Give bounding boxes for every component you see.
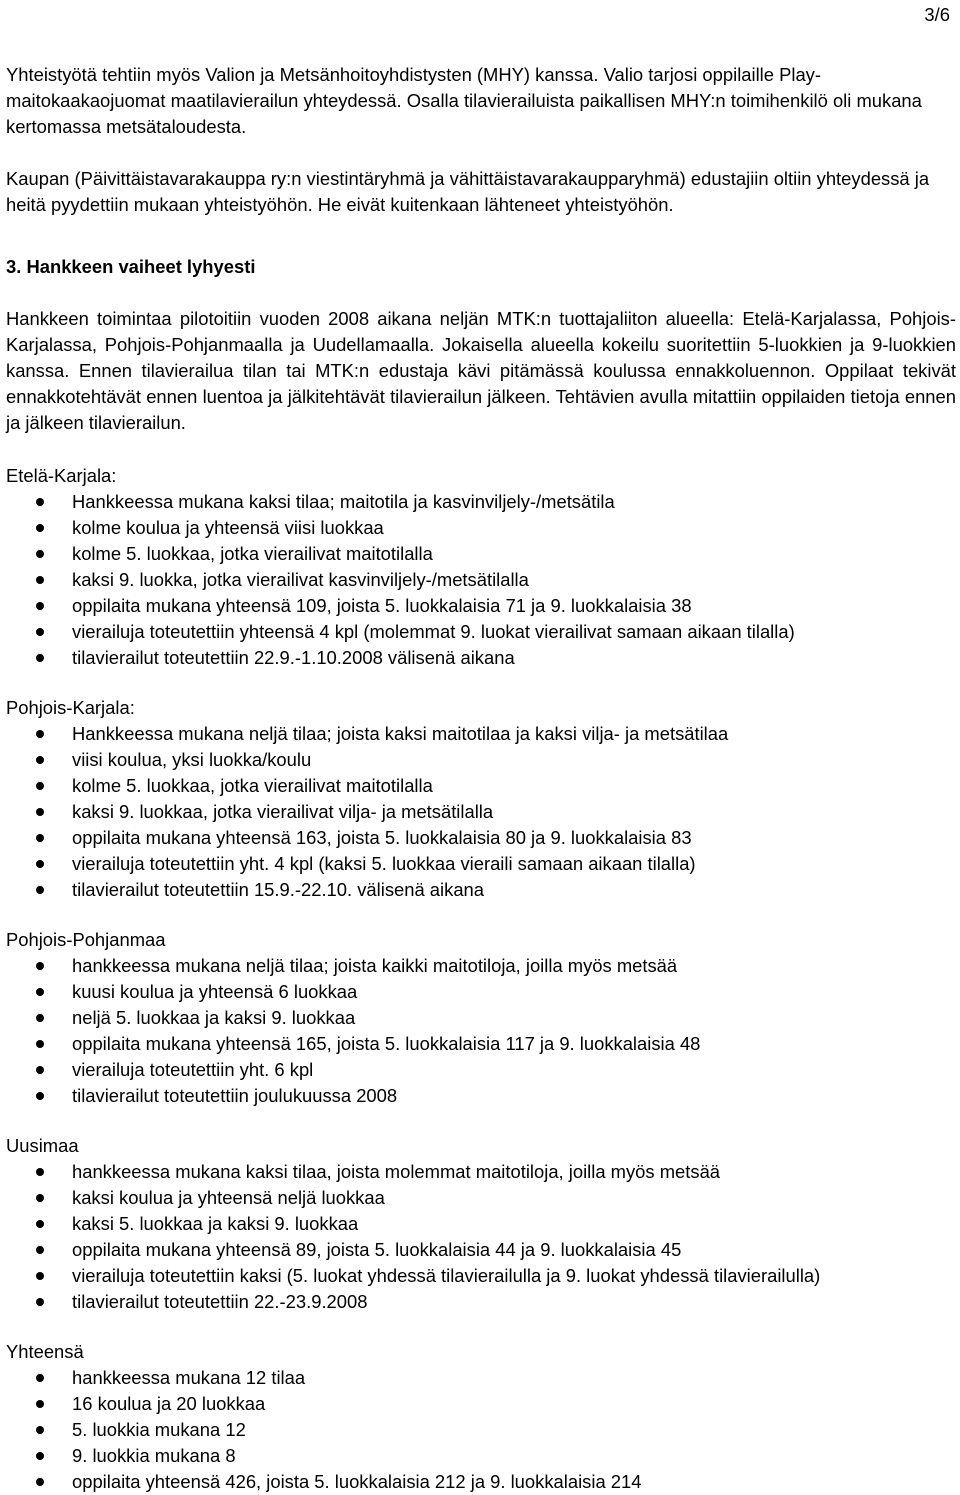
list-item-text: kolme koulua ja yhteensä viisi luokkaa	[72, 517, 384, 538]
bullet-icon	[36, 730, 44, 738]
list-item-text: oppilaita mukana yhteensä 109, joista 5. luokkalaisia 71 ja 9. luokkalaisia 38	[72, 595, 692, 616]
list-item	[6, 747, 956, 773]
bullet-icon	[36, 1220, 44, 1228]
bullet-icon	[36, 1298, 44, 1306]
document-body	[6, 62, 956, 1495]
list-item	[6, 1159, 956, 1185]
list-item-text: 16 koulua ja 20 luokkaa	[72, 1393, 266, 1414]
list-item	[6, 877, 956, 903]
bullet-icon	[36, 498, 44, 506]
list-item-text: 5. luokkia mukana 12	[72, 1419, 246, 1440]
bullet-icon	[36, 524, 44, 532]
list-item	[6, 1391, 956, 1417]
bullet-icon	[36, 860, 44, 868]
list-item	[6, 1005, 956, 1031]
list-item-text: oppilaita mukana yhteensä 163, joista 5. luokkalaisia 80 ja 9. luokkalaisia 83	[72, 827, 692, 848]
list-item-text: vierailuja toteutettiin kaksi (5. luokat yhdessä tilavierailulla ja 9. luokat yhdessä tilavierailulla)	[72, 1265, 821, 1286]
list-item-text: tilavierailut toteutettiin 15.9.-22.10. välisenä aikana	[72, 879, 485, 900]
list-item	[6, 489, 956, 515]
list-item-text: kaksi 9. luokkaa, jotka vierailivat vilja- ja metsätilalla	[72, 801, 494, 822]
bullet-icon	[36, 834, 44, 842]
list-item	[6, 851, 956, 877]
list-item-text: kuusi koulua ja yhteensä 6 luokkaa	[72, 981, 358, 1002]
list-item-text: oppilaita mukana yhteensä 165, joista 5. luokkalaisia 117 ja 9. luokkalaisia 48	[72, 1033, 701, 1054]
list-item	[6, 1417, 956, 1443]
bullet-icon	[36, 1168, 44, 1176]
bullet-icon	[36, 1478, 44, 1486]
bullet-icon	[36, 886, 44, 894]
bullet-icon	[36, 1194, 44, 1202]
list-item-text: kaksi 9. luokka, jotka vierailivat kasvinviljely-/metsätilalla	[72, 569, 529, 590]
list-item-text: oppilaita yhteensä 426, joista 5. luokkalaisia 212 ja 9. luokkalaisia 214	[72, 1471, 642, 1492]
bullet-icon	[36, 654, 44, 662]
list-item	[6, 593, 956, 619]
list-item	[6, 953, 956, 979]
region-title: Uusimaa	[6, 1135, 79, 1156]
region-bullet-list	[6, 1365, 956, 1495]
bullet-icon	[36, 628, 44, 636]
list-item-text: vierailuja toteutettiin yht. 4 kpl (kaksi 5. luokkaa vieraili samaan aikaan tilalla)	[72, 853, 696, 874]
bullet-icon	[36, 782, 44, 790]
list-item-text: tilavierailut toteutettiin joulukuussa 2008	[72, 1085, 398, 1106]
list-item	[6, 1365, 956, 1391]
list-item	[6, 1185, 956, 1211]
list-item-text: kolme 5. luokkaa, jotka vierailivat maitotilalla	[72, 775, 433, 796]
list-item-text: hankkeessa mukana 12 tilaa	[72, 1367, 306, 1388]
list-item-text: neljä 5. luokkaa ja kaksi 9. luokkaa	[72, 1007, 356, 1028]
bullet-icon	[36, 602, 44, 610]
bullet-icon	[36, 1374, 44, 1382]
bullet-icon	[36, 1092, 44, 1100]
list-item	[6, 773, 956, 799]
bullet-icon	[36, 1272, 44, 1280]
section-paragraph: Hankkeen toimintaa pilotoitiin vuoden 2008 aikana neljän MTK:n tuottajaliiton alueella: Etelä-Karjalassa, Pohjois-Karjalassa, Pohjois-Pohjanmaalla ja Uudellamaalla. Jokaisella alueella kokeilu suoritettiin 5-luokkien ja 9-luokkien kanssa. Ennen tilavierailua tilan tai MTK:n edustaja kävi pitämässä koulussa ennakkoluennon. Oppilaat tekivät ennakkotehtävät ennen luentoa ja jälkitehtävät tilavierailun jälkeen. Tehtävien avulla mitattiin oppilaiden tietoja ennen ja jälkeen tilavierailun.	[6, 308, 956, 433]
list-item	[6, 645, 956, 671]
list-item	[6, 1083, 956, 1109]
region-title: Pohjois-Karjala:	[6, 697, 135, 718]
bullet-icon	[36, 1246, 44, 1254]
region-bullet-list	[6, 953, 956, 1109]
list-item-text: tilavierailut toteutettiin 22.9.-1.10.2008 välisenä aikana	[72, 647, 515, 668]
list-item	[6, 825, 956, 851]
bullet-icon	[36, 1452, 44, 1460]
bullet-icon	[36, 808, 44, 816]
list-item-text: Hankkeessa mukana neljä tilaa; joista kaksi maitotilaa ja kaksi vilja- ja metsätilaa	[72, 723, 729, 744]
list-item	[6, 567, 956, 593]
bullet-icon	[36, 1400, 44, 1408]
bullet-icon	[36, 988, 44, 996]
bullet-icon	[36, 1014, 44, 1022]
page-number: 3/6	[924, 4, 950, 25]
list-item-text: viisi koulua, yksi luokka/koulu	[72, 749, 312, 770]
list-item	[6, 1443, 956, 1469]
regions-list	[6, 463, 956, 1495]
list-item-text: oppilaita mukana yhteensä 89, joista 5. luokkalaisia 44 ja 9. luokkalaisia 45	[72, 1239, 682, 1260]
region-title: Yhteensä	[6, 1341, 84, 1362]
list-item	[6, 619, 956, 645]
list-item	[6, 1211, 956, 1237]
region-bullet-list	[6, 721, 956, 903]
bullet-icon	[36, 1040, 44, 1048]
region-title: Pohjois-Pohjanmaa	[6, 929, 166, 950]
list-item	[6, 541, 956, 567]
list-item-text: tilavierailut toteutettiin 22.-23.9.2008	[72, 1291, 368, 1312]
list-item-text: 9. luokkia mukana 8	[72, 1445, 236, 1466]
region-bullet-list	[6, 1159, 956, 1315]
bullet-icon	[36, 1066, 44, 1074]
region-title: Etelä-Karjala:	[6, 465, 117, 486]
list-item-text: Hankkeessa mukana kaksi tilaa; maitotila ja kasvinviljely-/metsätila	[72, 491, 615, 512]
list-item	[6, 1263, 956, 1289]
list-item-text: kolme 5. luokkaa, jotka vierailivat maitotilalla	[72, 543, 433, 564]
list-item	[6, 1289, 956, 1315]
bullet-icon	[36, 962, 44, 970]
list-item-text: kaksi 5. luokkaa ja kaksi 9. luokkaa	[72, 1213, 359, 1234]
list-item	[6, 1057, 956, 1083]
bullet-icon	[36, 756, 44, 764]
bullet-icon	[36, 576, 44, 584]
list-item	[6, 799, 956, 825]
list-item-text: hankkeessa mukana kaksi tilaa, joista molemmat maitotiloja, joilla myös metsää	[72, 1161, 721, 1182]
list-item-text: kaksi koulua ja yhteensä neljä luokkaa	[72, 1187, 385, 1208]
list-item	[6, 1469, 956, 1495]
region-bullet-list	[6, 489, 956, 671]
bullet-icon	[36, 550, 44, 558]
list-item-text: vierailuja toteutettiin yht. 6 kpl	[72, 1059, 314, 1080]
intro-paragraph-2: Kaupan (Päivittäistavarakauppa ry:n viestintäryhmä ja vähittäistavarakaupparyhmä) edustajiin oltiin yhteydessä ja heitä pyydettiin mukaan yhteistyöhön. He eivät kuitenkaan lähteneet yhteistyöhön.	[6, 168, 930, 215]
intro-paragraph-1: Yhteistyötä tehtiin myös Valion ja Metsänhoitoyhdistysten (MHY) kanssa. Valio tarjosi oppilaille Play-maitokaakaojuomat maatilavierailun yhteydessä. Osalla tilavierailuista paikallisen MHY:n toimihenkilö oli mukana kertomassa metsätaloudesta.	[6, 64, 922, 137]
list-item	[6, 1237, 956, 1263]
list-item	[6, 515, 956, 541]
list-item	[6, 721, 956, 747]
section-heading: 3. Hankkeen vaiheet lyhyesti	[6, 256, 256, 277]
list-item	[6, 1031, 956, 1057]
list-item-text: hankkeessa mukana neljä tilaa; joista kaikki maitotiloja, joilla myös metsää	[72, 955, 678, 976]
list-item	[6, 979, 956, 1005]
list-item-text: vierailuja toteutettiin yhteensä 4 kpl (molemmat 9. luokat vierailivat samaan aikaan tilalla)	[72, 621, 795, 642]
bullet-icon	[36, 1426, 44, 1434]
